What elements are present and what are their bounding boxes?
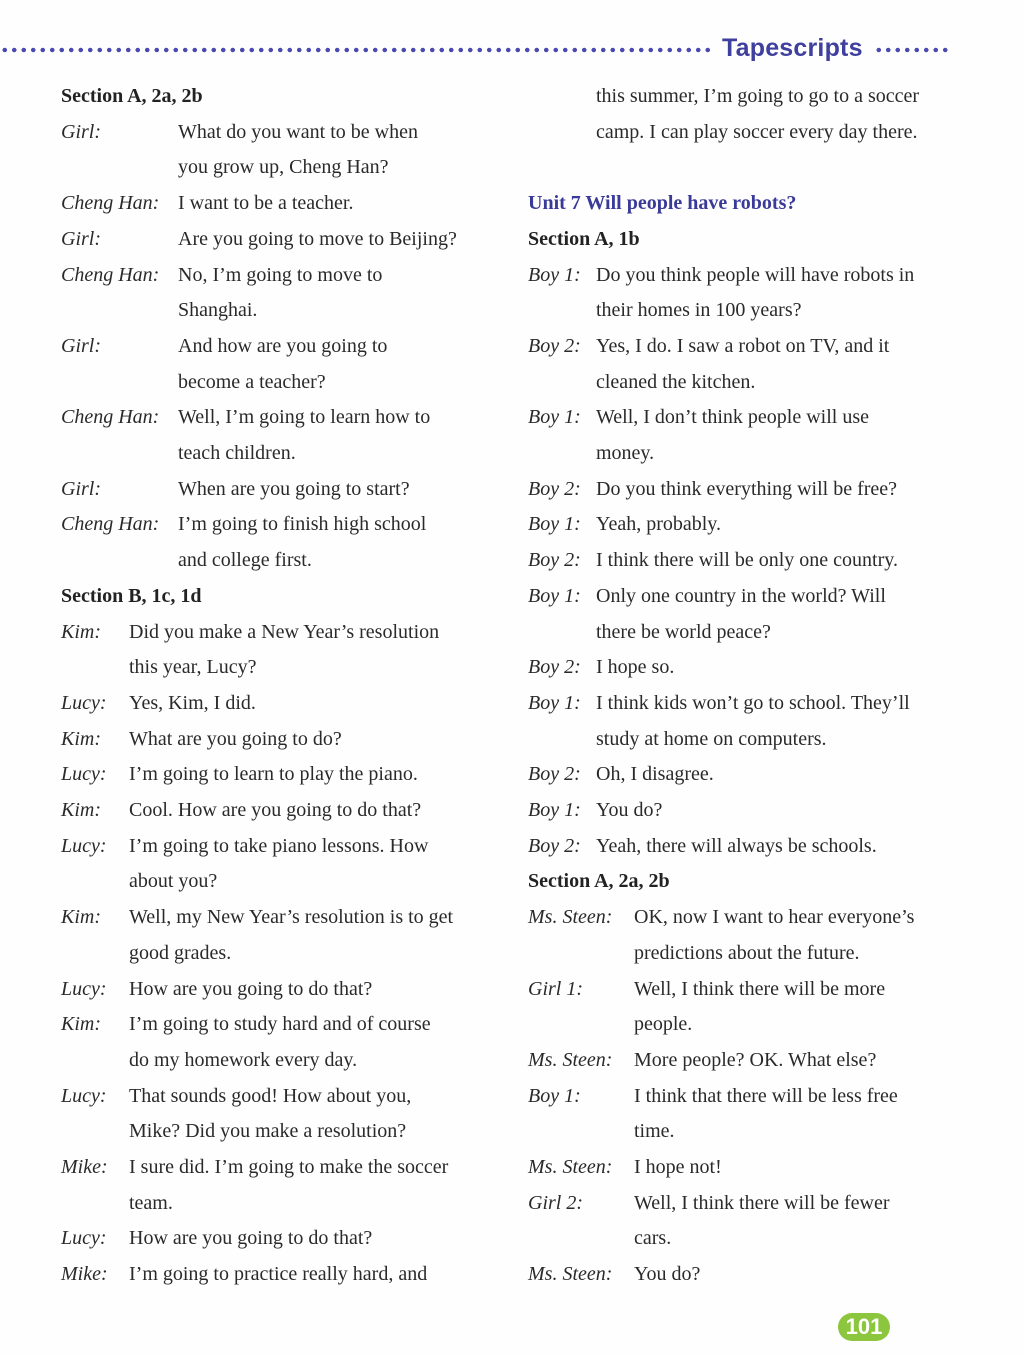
speaker-label: Boy 2: — [528, 549, 581, 572]
speaker-label: Girl: — [61, 334, 101, 357]
dialogue-text: Only one country in the world? Will — [596, 584, 886, 607]
dialogue-text: I’m going to finish high school — [178, 513, 427, 536]
dialogue-text: time. — [634, 1120, 675, 1143]
dialogue-text: there be world peace? — [596, 620, 771, 643]
header-title: Tapescripts — [722, 34, 863, 62]
dialogue-text: Did you make a New Year’s resolution — [129, 620, 440, 643]
speaker-label: Girl: — [61, 120, 101, 143]
speaker-label: Boy 2: — [528, 656, 581, 679]
speaker-label: Ms. Steen: — [528, 1263, 613, 1286]
dialogue-text: I think kids won’t go to school. They’ll — [596, 691, 910, 714]
dialogue-text: study at home on computers. — [596, 727, 827, 750]
dialogue-text: How are you going to do that? — [129, 977, 373, 1000]
dialogue-text: I think there will be only one country. — [596, 549, 898, 572]
dialogue-text: When are you going to start? — [178, 477, 410, 500]
page-number-badge: 101 — [838, 1313, 890, 1341]
dialogue-text: And how are you going to — [178, 334, 388, 357]
dialogue-text: cars. — [634, 1227, 672, 1250]
speaker-label: Cheng Han: — [61, 406, 160, 429]
dialogue-text: Well, I think there will be more — [634, 977, 886, 1000]
speaker-label: Lucy: — [61, 1227, 107, 1250]
dialogue-text: good grades. — [129, 941, 232, 964]
section-heading: Section B, 1c, 1d — [61, 584, 202, 607]
dialogue-text: What are you going to do? — [129, 727, 342, 750]
dialogue-text: predictions about the future. — [634, 941, 860, 964]
dialogue-text: I want to be a teacher. — [178, 192, 354, 215]
speaker-label: Girl: — [61, 477, 101, 500]
dialogue-text: Well, I’m going to learn how to — [178, 406, 431, 429]
dialogue-text: Do you think people will have robots in — [596, 263, 915, 286]
dialogue-text: become a teacher? — [178, 370, 326, 393]
dialogue-text: Well, my New Year’s resolution is to get — [129, 906, 454, 929]
dialogue-text: cleaned the kitchen. — [596, 370, 756, 393]
speaker-label: Kim: — [61, 620, 101, 643]
dialogue-continuation: this summer, I’m going to go to a soccer — [596, 85, 920, 107]
dialogue-text: That sounds good! How about you, — [129, 1084, 412, 1107]
speaker-label: Kim: — [61, 906, 101, 929]
dialogue-text: Well, I don’t think people will use — [596, 406, 869, 429]
dialogue-text: Yeah, there will always be schools. — [596, 834, 877, 857]
dotted-rule-left — [0, 47, 712, 53]
dialogue-text: I’m going to practice really hard, and — [129, 1263, 428, 1286]
speaker-label: Boy 1: — [528, 406, 581, 429]
page-header — [0, 34, 1024, 68]
dialogue-text: their homes in 100 years? — [596, 299, 802, 322]
speaker-label: Boy 2: — [528, 763, 581, 786]
speaker-label: Kim: — [61, 799, 101, 821]
unit-heading: Unit 7 Will people have robots? — [528, 192, 797, 215]
speaker-label: Boy 1: — [528, 263, 581, 286]
dialogue-text: money. — [596, 442, 655, 464]
dialogue-text: about you? — [129, 870, 218, 893]
dialogue-text: Well, I think there will be fewer — [634, 1191, 890, 1214]
dialogue-text: Yes, Kim, I did. — [129, 691, 256, 714]
dialogue-text: How are you going to do that? — [129, 1227, 373, 1250]
dialogue-text: Are you going to move to Beijing? — [178, 227, 457, 250]
dialogue-text: You do? — [634, 1263, 701, 1286]
speaker-label: Lucy: — [61, 763, 107, 786]
dialogue-text: you grow up, Cheng Han? — [178, 156, 389, 179]
speaker-label: Lucy: — [61, 977, 107, 1000]
speaker-label: Boy 2: — [528, 334, 581, 357]
dialogue-text: More people? OK. What else? — [634, 1048, 877, 1071]
speaker-label: Cheng Han: — [61, 263, 160, 286]
dialogue-text: You do? — [596, 799, 663, 821]
speaker-label: Mike: — [61, 1156, 108, 1178]
section-heading: Section A, 1b — [528, 227, 640, 250]
speaker-label: Boy 2: — [528, 834, 581, 857]
dialogue-text: I’m going to study hard and of course — [129, 1013, 431, 1036]
section-heading: Section A, 2a, 2b — [528, 870, 670, 893]
dialogue-text: Yeah, probably. — [596, 513, 721, 536]
section-heading: Section A, 2a, 2b — [61, 85, 203, 107]
speaker-label: Lucy: — [61, 691, 107, 714]
speaker-label: Boy 1: — [528, 584, 581, 607]
speaker-label: Kim: — [61, 1013, 101, 1036]
dialogue-text: Yes, I do. I saw a robot on TV, and it — [596, 334, 890, 357]
speaker-label: Mike: — [61, 1263, 108, 1286]
dialogue-text: Cool. How are you going to do that? — [129, 799, 422, 821]
dialogue-text: I’m going to learn to play the piano. — [129, 763, 418, 786]
dialogue-text: teach children. — [178, 442, 296, 464]
dialogue-text: team. — [129, 1191, 173, 1214]
speaker-label: Ms. Steen: — [528, 906, 613, 929]
dialogue-text: I’m going to take piano lessons. How — [129, 834, 429, 857]
dialogue-continuation: camp. I can play soccer every day there. — [596, 120, 918, 143]
speaker-label: Cheng Han: — [61, 513, 160, 536]
speaker-label: Boy 2: — [528, 477, 581, 500]
dotted-rule-right — [874, 47, 950, 53]
speaker-label: Girl: — [61, 227, 101, 250]
dialogue-text: What do you want to be when — [178, 120, 418, 143]
speaker-label: Lucy: — [61, 834, 107, 857]
speaker-label: Girl 1: — [528, 977, 583, 1000]
speaker-label: Boy 1: — [528, 799, 581, 821]
dialogue-text: I sure did. I’m going to make the soccer — [129, 1156, 449, 1178]
dialogue-text: I think that there will be less free — [634, 1084, 898, 1107]
speaker-label: Boy 1: — [528, 513, 581, 536]
dialogue-text: OK, now I want to hear everyone’s — [634, 906, 915, 929]
dialogue-text: do my homework every day. — [129, 1048, 358, 1071]
dialogue-text: Do you think everything will be free? — [596, 477, 898, 500]
dialogue-text: No, I’m going to move to — [178, 263, 383, 286]
speaker-label: Kim: — [61, 727, 101, 750]
dialogue-text: Mike? Did you make a resolution? — [129, 1120, 407, 1143]
speaker-label: Ms. Steen: — [528, 1156, 613, 1178]
dialogue-text: people. — [634, 1013, 693, 1036]
speaker-label: Girl 2: — [528, 1191, 583, 1214]
dialogue-text: this year, Lucy? — [129, 656, 257, 679]
speaker-label: Lucy: — [61, 1084, 107, 1107]
speaker-label: Cheng Han: — [61, 192, 160, 215]
speaker-label: Boy 1: — [528, 691, 581, 714]
speaker-label: Boy 1: — [528, 1084, 581, 1107]
dialogue-text: Oh, I disagree. — [596, 763, 714, 786]
dialogue-text: I hope so. — [596, 656, 675, 679]
speaker-label: Ms. Steen: — [528, 1048, 613, 1071]
dialogue-text: and college first. — [178, 549, 312, 572]
dialogue-text: Shanghai. — [178, 299, 258, 322]
dialogue-text: I hope not! — [634, 1156, 722, 1178]
